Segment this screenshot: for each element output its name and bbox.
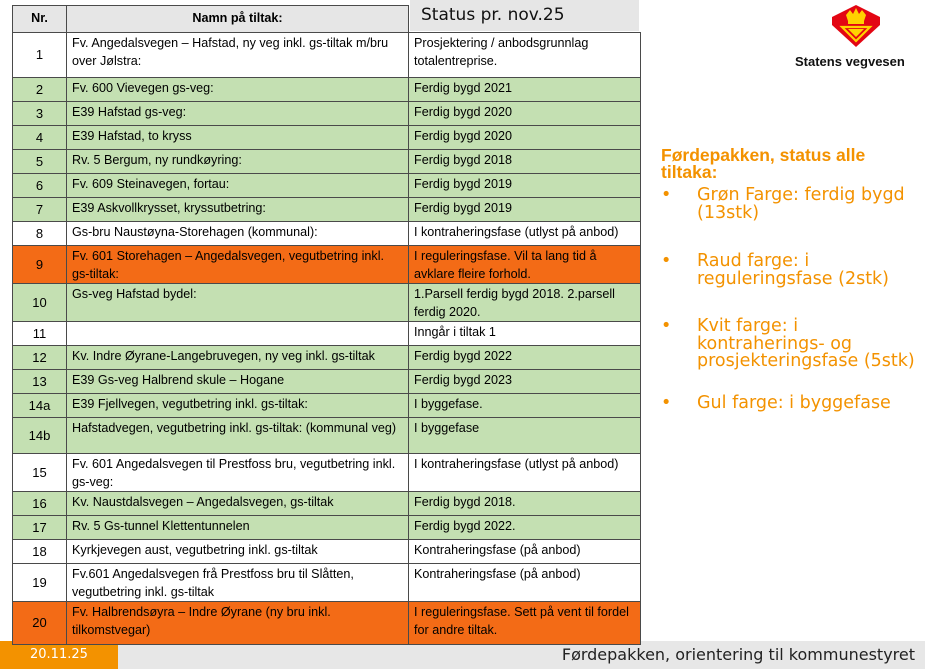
table-row xyxy=(13,516,641,540)
footer-date: 20.11.25 xyxy=(30,647,88,662)
table-row xyxy=(13,454,641,492)
row-name: Kyrkjevegen aust, vegutbetring inkl. gs-tiltak xyxy=(67,540,409,564)
legend-item-white xyxy=(661,318,925,371)
row-number: 4 xyxy=(13,126,67,150)
row-status: Prosjektering / anbodsgrunnlag totalentreprise. xyxy=(409,33,641,78)
row-status: I byggefase xyxy=(409,418,641,454)
legend-item-yellow xyxy=(661,392,925,413)
panel-title: Førdepakken, status alle tiltaka: xyxy=(661,145,866,182)
row-status: I byggefase. xyxy=(409,394,641,418)
row-number: 18 xyxy=(13,540,67,564)
footer-text: Førdepakken, orientering til kommunestyret xyxy=(561,645,915,664)
row-number: 1 xyxy=(13,33,67,78)
row-name: Hafstadvegen, vegutbetring inkl. gs-tiltak: (kommunal veg) xyxy=(67,418,409,454)
row-number: 14a xyxy=(13,394,67,418)
row-number: 10 xyxy=(13,284,67,322)
row-name: Rv. 5 Gs-tunnel Klettentunnelen xyxy=(67,516,409,540)
row-number: 11 xyxy=(13,322,67,346)
crown-lion-shield-icon xyxy=(826,3,886,49)
row-number: 15 xyxy=(13,454,67,492)
row-name: Gs-veg Hafstad bydel: xyxy=(67,284,409,322)
row-name: Fv. Angedalsvegen – Hafstad, ny veg inkl. gs-tiltak m/bru over Jølstra: xyxy=(67,33,409,78)
row-number: 9 xyxy=(13,246,67,284)
row-number: 14b xyxy=(13,418,67,454)
row-number: 2 xyxy=(13,78,67,102)
table-row xyxy=(13,284,641,322)
table-body xyxy=(13,33,641,645)
legend-item-label: Grøn Farge: ferdig bygd (13stk) xyxy=(697,185,905,223)
table-row xyxy=(13,126,641,150)
table-row xyxy=(13,33,641,78)
table-row xyxy=(13,418,641,454)
row-name: E39 Hafstad gs-veg: xyxy=(67,102,409,126)
table-row xyxy=(13,540,641,564)
row-status: I reguleringsfase. Sett på vent til fordel for andre tiltak. xyxy=(409,602,641,645)
legend-list xyxy=(661,187,925,412)
row-status: I reguleringsfase. Vil ta lang tid å avklare fleire forhold. xyxy=(409,246,641,284)
bullet-icon: • xyxy=(661,316,672,336)
row-number: 19 xyxy=(13,564,67,602)
table-row xyxy=(13,198,641,222)
table-row xyxy=(13,102,641,126)
row-status: I kontraheringsfase (utlyst på anbod) xyxy=(409,454,641,492)
row-status: Kontraheringsfase (på anbod) xyxy=(409,564,641,602)
row-name: Fv. 601 Angedalsvegen til Prestfoss bru, vegutbetring inkl. gs-veg: xyxy=(67,454,409,492)
row-status: Ferdig bygd 2023 xyxy=(409,370,641,394)
table-row xyxy=(13,492,641,516)
table-row xyxy=(13,246,641,284)
row-number: 17 xyxy=(13,516,67,540)
bullet-icon: • xyxy=(661,392,672,413)
row-name xyxy=(67,322,409,346)
row-status: Ferdig bygd 2018. xyxy=(409,492,641,516)
row-status: Ferdig bygd 2019 xyxy=(409,174,641,198)
table-row xyxy=(13,602,641,645)
table-row xyxy=(13,322,641,346)
row-number: 13 xyxy=(13,370,67,394)
row-name: Fv. 609 Steinavegen, fortau: xyxy=(67,174,409,198)
row-status: Inngår i tiltak 1 xyxy=(409,322,641,346)
table-row xyxy=(13,78,641,102)
column-header-name: Namn på tiltak: xyxy=(67,6,409,33)
table-row xyxy=(13,174,641,198)
row-name: Kv. Indre Øyrane-Langebruvegen, ny veg inkl. gs-tiltak xyxy=(67,346,409,370)
row-status: Ferdig bygd 2018 xyxy=(409,150,641,174)
row-name: Fv. 601 Storehagen – Angedalsvegen, vegutbetring inkl. gs-tiltak: xyxy=(67,246,409,284)
row-name: Fv. 600 Vievegen gs-veg: xyxy=(67,78,409,102)
row-number: 3 xyxy=(13,102,67,126)
row-status: 1.Parsell ferdig bygd 2018. 2.parsell ferdig 2020. xyxy=(409,284,641,322)
row-name: E39 Hafstad, to kryss xyxy=(67,126,409,150)
row-name: E39 Gs-veg Halbrend skule – Hogane xyxy=(67,370,409,394)
row-number: 20 xyxy=(13,602,67,645)
row-number: 8 xyxy=(13,222,67,246)
table-row xyxy=(13,370,641,394)
row-number: 16 xyxy=(13,492,67,516)
row-status: I kontraheringsfase (utlyst på anbod) xyxy=(409,222,641,246)
bullet-icon: • xyxy=(661,251,672,271)
row-status: Kontraheringsfase (på anbod) xyxy=(409,540,641,564)
logo-text: Statens vegvesen xyxy=(795,54,905,69)
tiltak-table xyxy=(12,5,641,645)
row-status: Ferdig bygd 2019 xyxy=(409,198,641,222)
status-title: Status pr. nov.25 xyxy=(410,0,639,31)
legend-item-label: Raud farge: i reguleringsfase (2stk) xyxy=(697,251,890,289)
legend-item-green xyxy=(661,187,925,222)
legend-item-red xyxy=(661,253,925,288)
row-status: Ferdig bygd 2022 xyxy=(409,346,641,370)
legend-item-label: Kvit farge: i kontraherings- og prosjekteringsfase (5stk) xyxy=(697,316,915,371)
row-status: Ferdig bygd 2020 xyxy=(409,126,641,150)
row-number: 6 xyxy=(13,174,67,198)
column-header-nr: Nr. xyxy=(13,6,67,33)
row-status: Ferdig bygd 2020 xyxy=(409,102,641,126)
row-name: Rv. 5 Bergum, ny rundkøyring: xyxy=(67,150,409,174)
row-name: E39 Fjellvegen, vegutbetring inkl. gs-tiltak: xyxy=(67,394,409,418)
row-number: 5 xyxy=(13,150,67,174)
table-row xyxy=(13,222,641,246)
table-row xyxy=(13,150,641,174)
row-name: E39 Askvollkrysset, kryssutbetring: xyxy=(67,198,409,222)
row-status: Ferdig bygd 2021 xyxy=(409,78,641,102)
row-name: Kv. Naustdalsvegen – Angedalsvegen, gs-tiltak xyxy=(67,492,409,516)
table-row xyxy=(13,394,641,418)
row-status: Ferdig bygd 2022. xyxy=(409,516,641,540)
row-number: 7 xyxy=(13,198,67,222)
row-name: Fv.601 Angedalsvegen frå Prestfoss bru til Slåtten, vegutbetring inkl. gs-tiltak xyxy=(67,564,409,602)
bullet-icon: • xyxy=(661,185,672,205)
legend-item-label: Gul farge: i byggefase xyxy=(697,392,891,413)
row-name: Fv. Halbrendsøyra – Indre Øyrane (ny bru inkl. tilkomstvegar) xyxy=(67,602,409,645)
row-number: 12 xyxy=(13,346,67,370)
table-row xyxy=(13,346,641,370)
table-row xyxy=(13,564,641,602)
row-name: Gs-bru Naustøyna-Storehagen (kommunal): xyxy=(67,222,409,246)
